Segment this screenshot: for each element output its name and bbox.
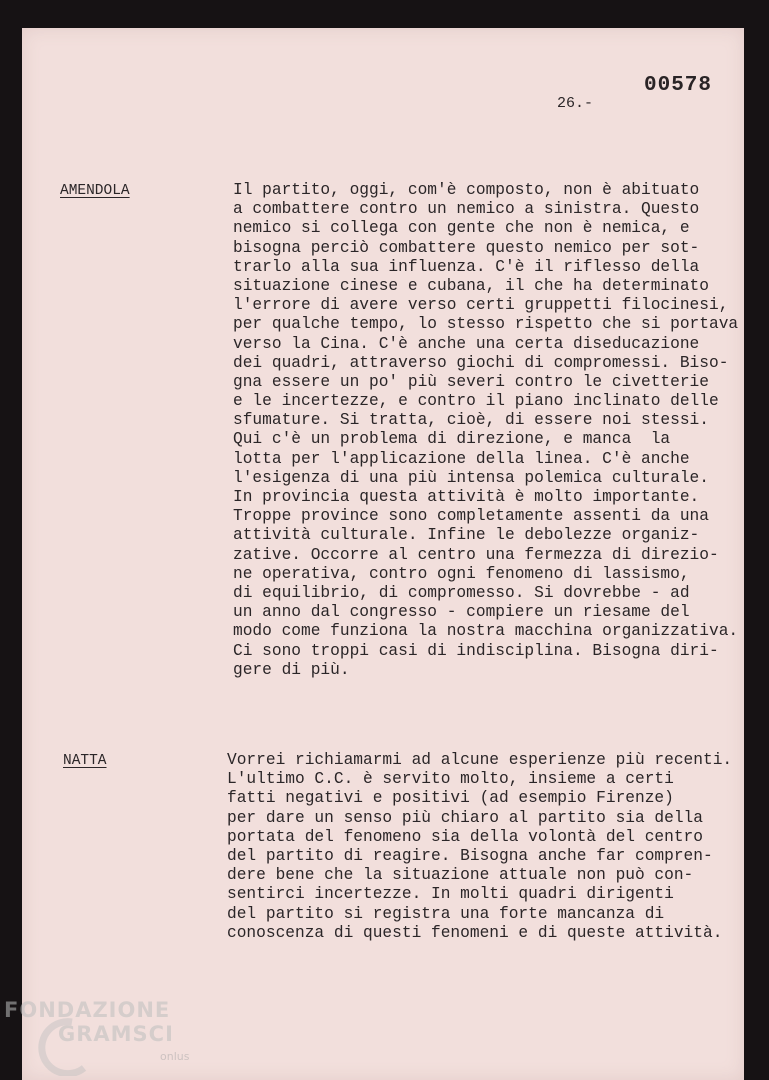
text-line: per dare un senso più chiaro al partito sia della — [227, 808, 703, 827]
text-line: ne operativa, contro ogni fenomeno di lassismo, — [233, 564, 690, 583]
text-line: l'esigenza di una più intensa polemica culturale. — [233, 468, 709, 487]
speaker-name-amendola: AMENDOLA — [60, 183, 130, 199]
fondazione-gramsci-watermark — [4, 998, 204, 1076]
text-line: l'errore di avere verso certi gruppetti filocinesi, — [233, 296, 729, 315]
page-number: 26.- — [557, 95, 594, 112]
text-line: bisogna perciò combattere questo nemico per sot- — [233, 238, 700, 257]
text-line: modo come funziona la nostra macchina organizzativa. — [233, 622, 739, 641]
text-line: portata del fenomeno sia della volontà del centro — [227, 827, 703, 846]
watermark-line-2: GRAMSCI — [58, 1022, 174, 1046]
text-line: sfumature. Si tratta, cioè, di essere noi stessi. — [233, 411, 709, 430]
text-line: Ci sono troppi casi di indisciplina. Bisogna diri- — [233, 641, 719, 660]
text-line: del partito di reagire. Bisogna anche far compren- — [227, 846, 713, 865]
text-line: Qui c'è un problema di direzione, e manca la — [233, 430, 671, 449]
text-line: situazione cinese e cubana, il che ha determinato — [233, 276, 709, 295]
text-line: verso la Cina. C'è anche una certa diseducazione — [233, 334, 700, 353]
text-line: gna essere un po' più severi contro le civetterie — [233, 372, 709, 391]
text-line: L'ultimo C.C. è servito molto, insieme a certi — [227, 770, 674, 789]
text-line: Vorrei richiamarmi ad alcune esperienze più recenti. — [227, 751, 733, 769]
text-line: conoscenza di questi fenomeni e di queste attività. — [227, 923, 723, 942]
text-line: e le incertezze, e contro il piano inclinato delle — [233, 392, 719, 411]
text-line: Il partito, oggi, com'è composto, non è abituato — [233, 181, 700, 199]
text-line: lotta per l'applicazione della linea. C'è anche — [233, 449, 690, 468]
watermark-line-1: FONDAZIONE — [4, 998, 171, 1022]
text-line: dere bene che la situazione attuale non può con- — [227, 866, 694, 885]
text-line: Troppe province sono completamente assenti da una — [233, 507, 709, 526]
text-line: fatti negativi e positivi (ad esempio Firenze) — [227, 789, 674, 808]
text-line: trarlo alla sua influenza. C'è il riflesso della — [233, 257, 700, 276]
text-line: zative. Occorre al centro una fermezza di direzio- — [233, 545, 719, 564]
watermark-line-3: onlus — [160, 1050, 190, 1063]
text-line: sentirci incertezze. In molti quadri dirigenti — [227, 885, 674, 904]
text-line: di equilibrio, di compromesso. Si dovrebbe - ad — [233, 583, 690, 602]
speaker-name-natta: NATTA — [63, 753, 107, 769]
speech-paragraph-natta — [227, 751, 732, 943]
text-line: a combattere contro un nemico a sinistra. Questo — [233, 200, 700, 219]
text-line: attività culturale. Infine le debolezze organiz- — [233, 526, 700, 545]
text-line: del partito si registra una forte mancanza di — [227, 904, 665, 923]
text-line: nemico si collega con gente che non è nemica, e — [233, 219, 690, 238]
text-line: per qualche tempo, lo stesso rispetto che si portava — [233, 315, 739, 334]
text-line: dei quadri, attraverso giochi di compromessi. Biso- — [233, 353, 729, 372]
text-line: gere di più. — [233, 660, 350, 679]
text-line: un anno dal congresso - compiere un riesame del — [233, 603, 690, 622]
speech-paragraph-amendola — [233, 181, 738, 680]
archive-number: 00578 — [644, 74, 713, 97]
text-line: In provincia questa attività è molto importante. — [233, 488, 700, 506]
